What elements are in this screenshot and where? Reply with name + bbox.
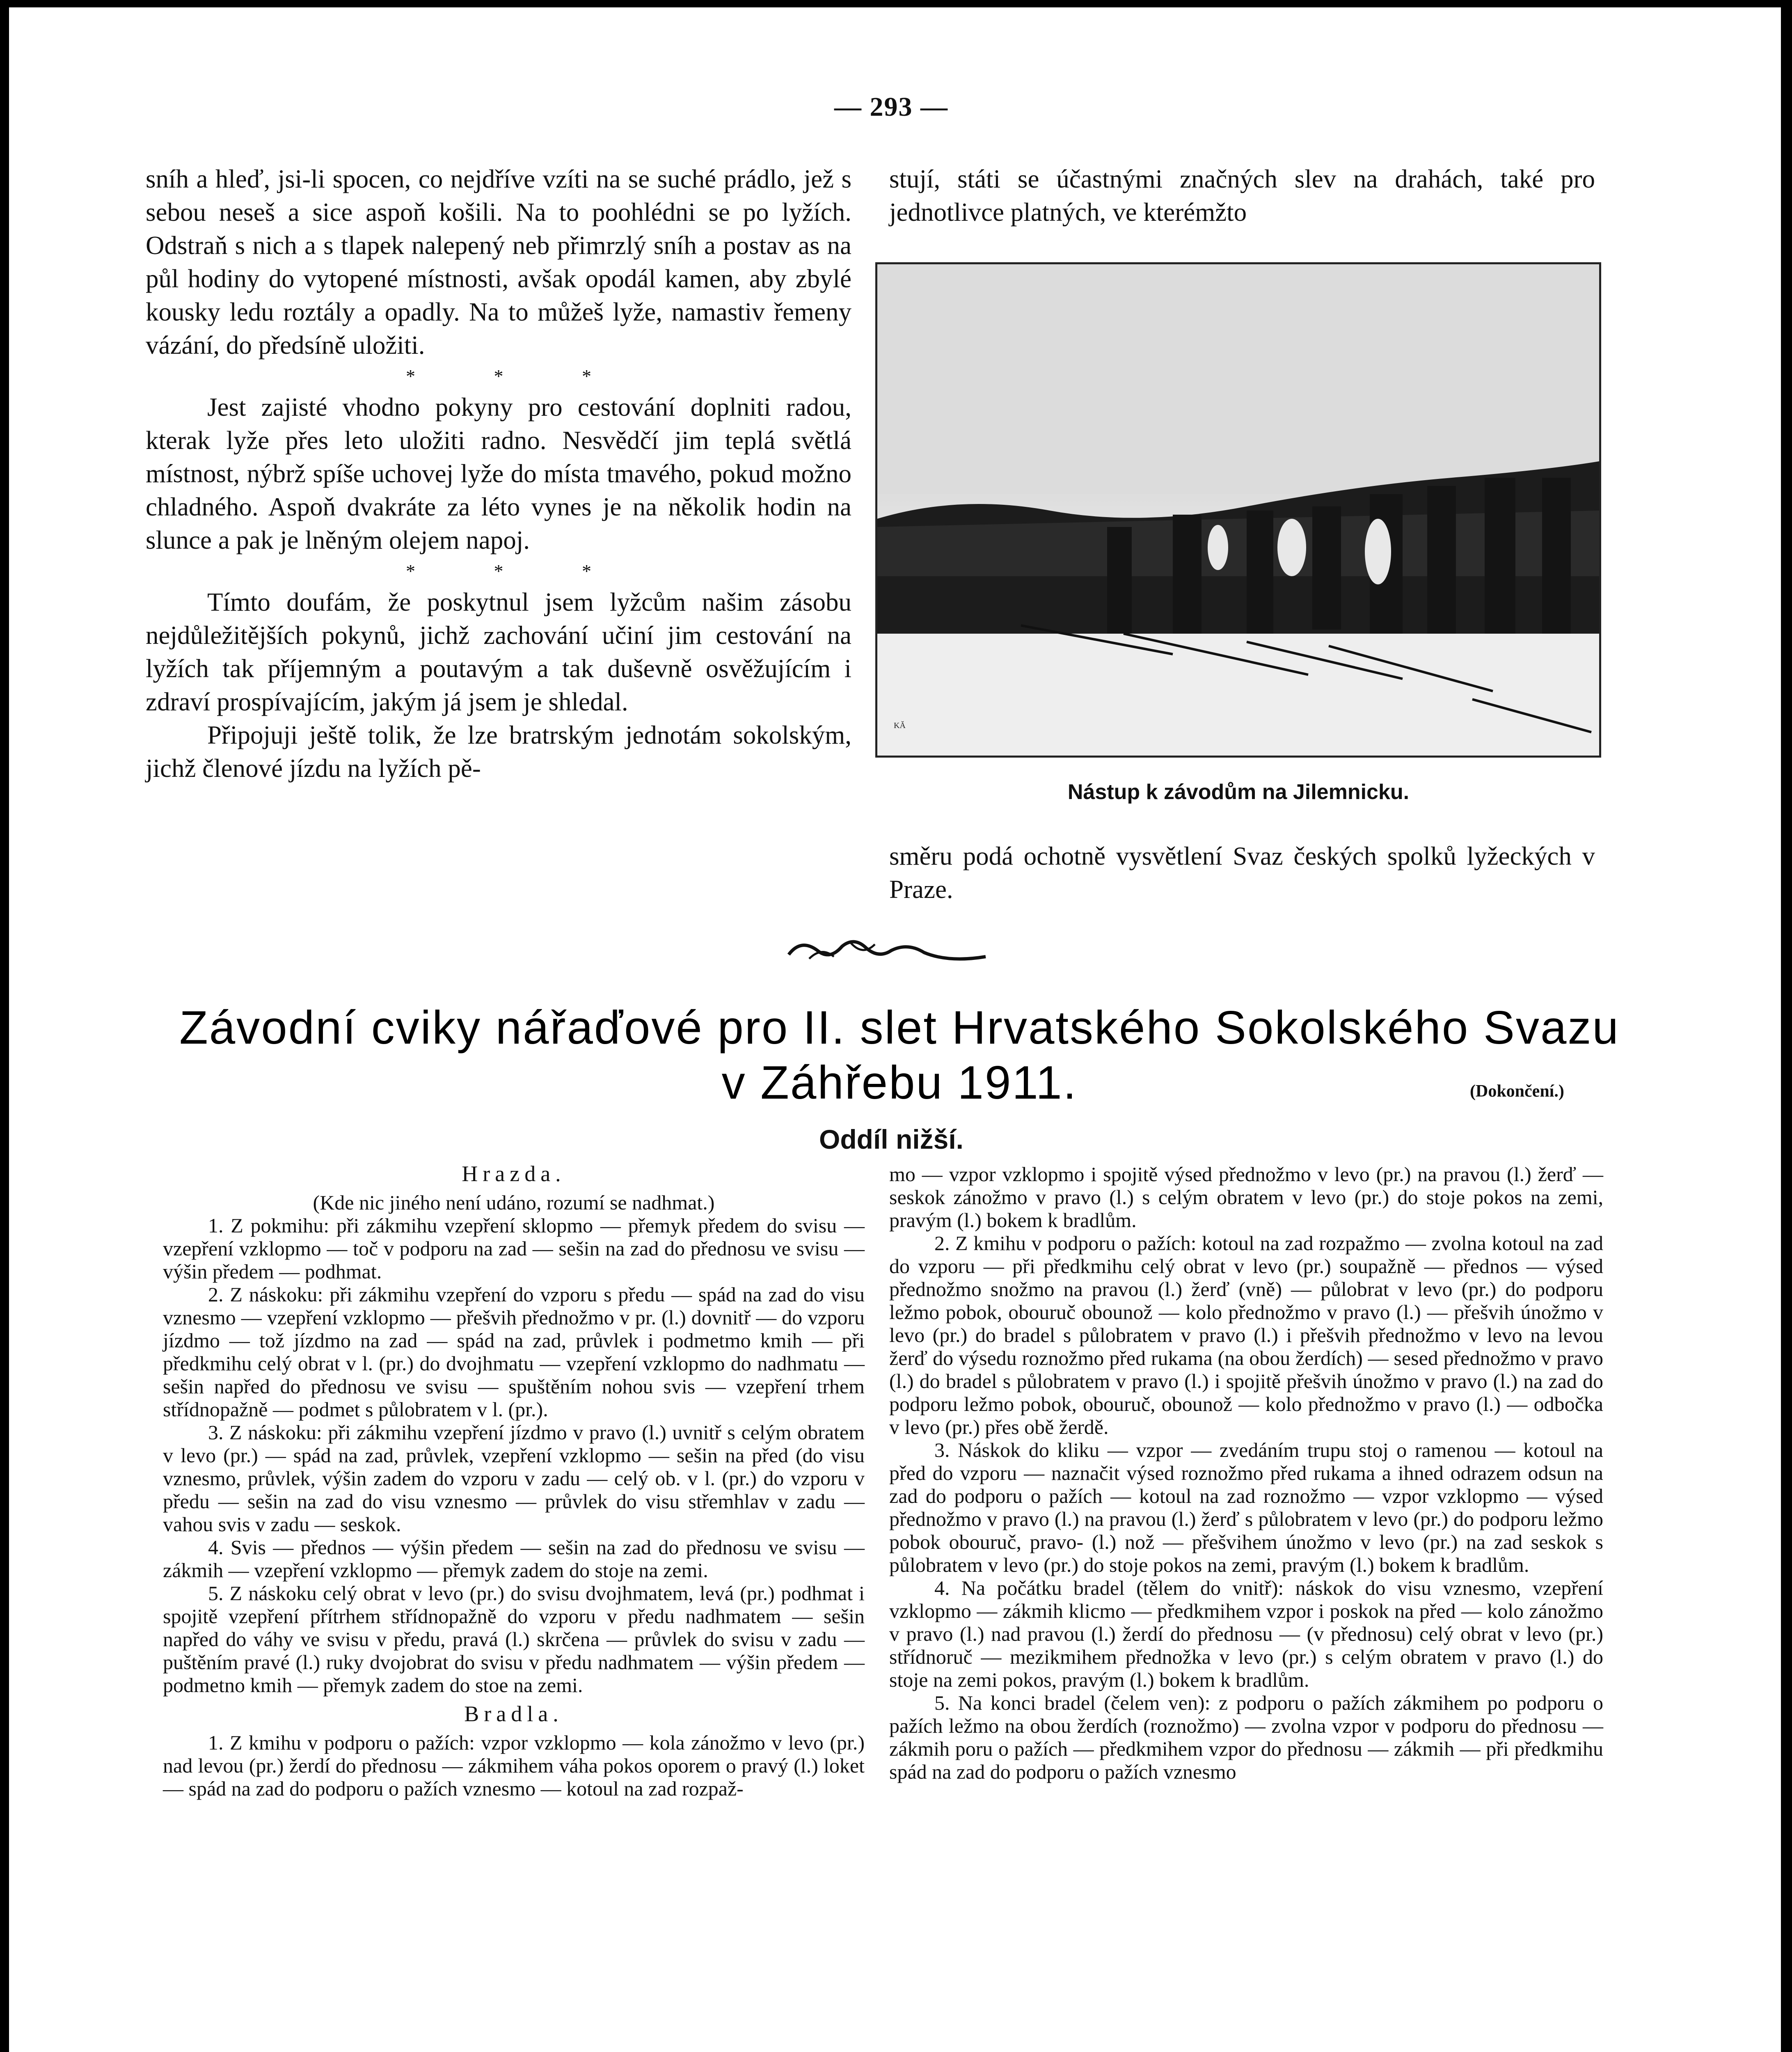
right-column-top [889,163,1595,229]
paragraph: Jest zajisté vhodno pokyny pro cestování doplniti radou, kterak lyže přes leto uložiti radno. Nesvědčí jim teplá světlá místnost, nýbrž spíše uchovej lyže do místa tmavého, pokud možno chladného. Aspoň dvakráte za léto vynes je na několik hodin na slunce a pak je lněným olejem napoj. [146,393,851,554]
lower-left-column [163,1157,865,1800]
list-item: 5. Na konci bradel (čelem ven): z podporu o pažích zákmihem po podporu o pažích ležmo na obou žerdích (roznožmo) — zvolna vzpor v podporu do přednosu — zákmih poru o pažích — předkmihem vzpor do přednosu — zákmih — při předkmihu spád na zad do podporu o pažích vznesmo [889,1691,1603,1783]
list-item: 4. Svis — přednos — výšin předem — sešin na zad do přednosu ve svisu — zákmih — vzepření vzklopmo — přemyk zadem do stoje na zemi. [163,1536,865,1582]
ornament-divider [785,934,990,967]
skiers-photo [875,262,1601,758]
lower-right-column [889,1163,1603,1783]
note: (Kde nic jiného není udáno, rozumí se nadhmat.) [313,1191,715,1214]
list-item: mo — vzpor vzklopmo i spojitě výsed přednožmo v levo (pr.) na pravou (l.) žerď — seskok zánožmo v pravo (l.) s celým obratem v levo (pr.) do stoje pokos na zemi, pravým (l.) bokem k bradlům. [889,1163,1603,1232]
heading-bradla: Bradla. [464,1702,563,1726]
list-item: 1. Z kmihu v podporu o pažích: vzpor vzklopmo — kola zánožmo v levo (pr.) nad levou (pr.) žerdí do přednosu — zákmihem váha pokos oporem o pravý (l.) loket — spád na zad do podporu o pažích vznesmo — kotoul na zad rozpaž- [163,1731,865,1800]
list-item: 3. Náskok do kliku — vzpor — zvedáním trupu stoj o ramenou — kotoul na před do vzporu — naznačit výsed roznožmo před rukama a ihned odrazem odsun na zad do podporu o pažích — kotoul na zad roznožmo — vzpor vzklopmo — výsed přednožmo v pravo (l.) na pravou (l.) žerď s půlobratem v levo (pr.) do podporu ležmo pobok obouruč, pravo- (l.) nož — přešvihem únožmo v levo (pr.) na zad seskok s půlobratem v levo (pr.) do stoje pokos na zemi, pravým (l.) bokem k bradlům. [889,1438,1603,1576]
right-column-bottom [889,840,1595,906]
continued-note: (Dokončení.) [1470,1082,1564,1101]
list-item: 4. Na počátku bradel (tělem do vnitř): náskok do visu vznesmo, vzepření vzklopmo — zákmih klicmo — předkmihem vzpor i poskok na před — kolo zánožmo v pravo (l.) nad pravou (l.) žerdí do přednosu — (v přednosu) celý obrat v levo (pr.) střídnoruč — mezikmihem přednožka v levo (pr.) s celým obratem v pravo (l.) do stoje na zemi pokos, pravým (l.) bokem k bradlům. [889,1576,1603,1691]
section-heading: Oddíl nižší. [819,1124,964,1154]
left-column [146,163,851,785]
photo-corner-mark: KĂ [894,721,906,730]
paragraph: směru podá ochotně vysvětlení Svaz českých spolků lyžeckých v Praze. [889,842,1595,904]
heading-hrazda: Hrazda. [462,1161,566,1186]
title-line: v Záhřebu 1911. [721,1057,1078,1109]
separator: * * * [406,366,628,387]
paragraph: sníh a hleď, jsi-li spocen, co nejdříve vzíti na se suché prádlo, jež s sebou neseš a sice aspoň košili. Na to poohlédni se po lyžích. Odstraň s nich a s tlapek nalepený neb přimrzlý sníh a postav as na půl hodiny do vytopené místnosti, avšak opodál kamen, aby zbylé kousky ledu roztály a opadly. Na to můžeš lyže, namastiv řemeny vázání, do předsíně uložiti. [146,165,851,360]
separator: * * * [406,561,628,582]
title-line: Závodní cviky nářaďové pro II. slet Hrvatského Sokolského Svazu [179,1002,1620,1054]
page [9,7,1781,2052]
photo-caption: Nástup k závodům na Jilemnicku. [1067,780,1410,804]
paragraph: Připojuji ještě tolik, že lze bratrským jednotám sokolským, jichž členové jízdu na lyžích pě- [146,721,851,783]
list-item: 2. Z náskoku: při zákmihu vzepření do vzporu s předu — spád na zad do visu vznesmo — vzepření vzklopmo — přešvih přednožmo v pr. (l.) dovnitř — do vzporu jízdmo — tož jízdmo na zad — spád na zad, průvlek i podmetmo kmih — při předkmihu celý obrat v l. (pr.) do dvojhmatu — vzepření vzklopmo do nadhmatu — sešin napřed do přednosu ve svisu — spuštěním nohou svis — vzepření trhem střídnopažně — podmet s půlobratem v l. (pr.). [163,1283,865,1421]
page-number: — 293 — [834,92,948,122]
photo-image [877,264,1599,756]
paragraph: stují, státi se účastnými značných slev na drahách, také pro jednotlivce platných, ve kterémžto [889,165,1595,227]
list-item: 3. Z náskoku: při zákmihu vzepření jízdmo v pravo (l.) uvnitř s celým obratem v levo (pr.) — spád na zad, průvlek, vzepření vzklopmo — sešin na před (do visu vznesmo, průvlek, výšin zadem do vzporu v zadu — celý ob. v l. (pr.) do vzporu v předu — sešin na zad do visu vznesmo — průvlek do visu střemhlav v zadu — vahou svis v zadu — seskok. [163,1421,865,1536]
article-title [144,1001,1655,1111]
list-item: 1. Z pokmihu: při zákmihu vzepření sklopmo — přemyk předem do svisu — vzepření vzklopmo — toč v podporu na zad — sešin na zad do přednosu ve svisu — výšin předem — podhmat. [163,1214,865,1283]
list-item: 2. Z kmihu v podporu o pažích: kotoul na zad rozpažmo — zvolna kotoul na zad do vzporu — při předkmihu celý obrat v levo (pr.) soupažně — přednos — výsed přednožmo snožmo na pravou (l.) žerď (vně) — půlobrat v levo (pr.) do podporu ležmo pobok, obouruč obounož — kolo přednožmo v pravo (l.) — přešvih únožmo v levo (pr.) do bradel s půlobratem v pravo (l.) i přešvih přednožmo v levo na levou žerď do výsedu roznožmo před rukama (na obou žerdích) — sesed přednožmo v pravo (l.) do bradel s půlobratem v pravo (l.) i spojitě přešvih únožmo v pravo (l.) na zad do podporu ležmo pobok, obouruč, obounož — kolo přednožmo v pravo (l.) — odbočka v levo (pr.) přes obě žerdě. [889,1232,1603,1438]
paragraph: Tímto doufám, že poskytnul jsem lyžcům našim zásobu nejdůležitějších pokynů, jichž zachování učiní jim cestování na lyžích tak příjemným a poutavým a tak duševně osvěžujícím i zdraví prospívajícím, jakým já jsem je shledal. [146,588,851,716]
list-item: 5. Z náskoku celý obrat v levo (pr.) do svisu dvojhmatem, levá (pr.) podhmat i spojitě vzepření přítrhem střídnopažně do vzporu v předu nadhmatem — sešin napřed do váhy ve svisu v předu, pravá (l.) skrčena — průvlek do svisu v zadu — puštěním pravé (l.) ruky dvojobrat do svisu v předu nadhmatem — výšin předem — podmetno kmih — přemyk zadem do stoe na zemi. [163,1582,865,1697]
